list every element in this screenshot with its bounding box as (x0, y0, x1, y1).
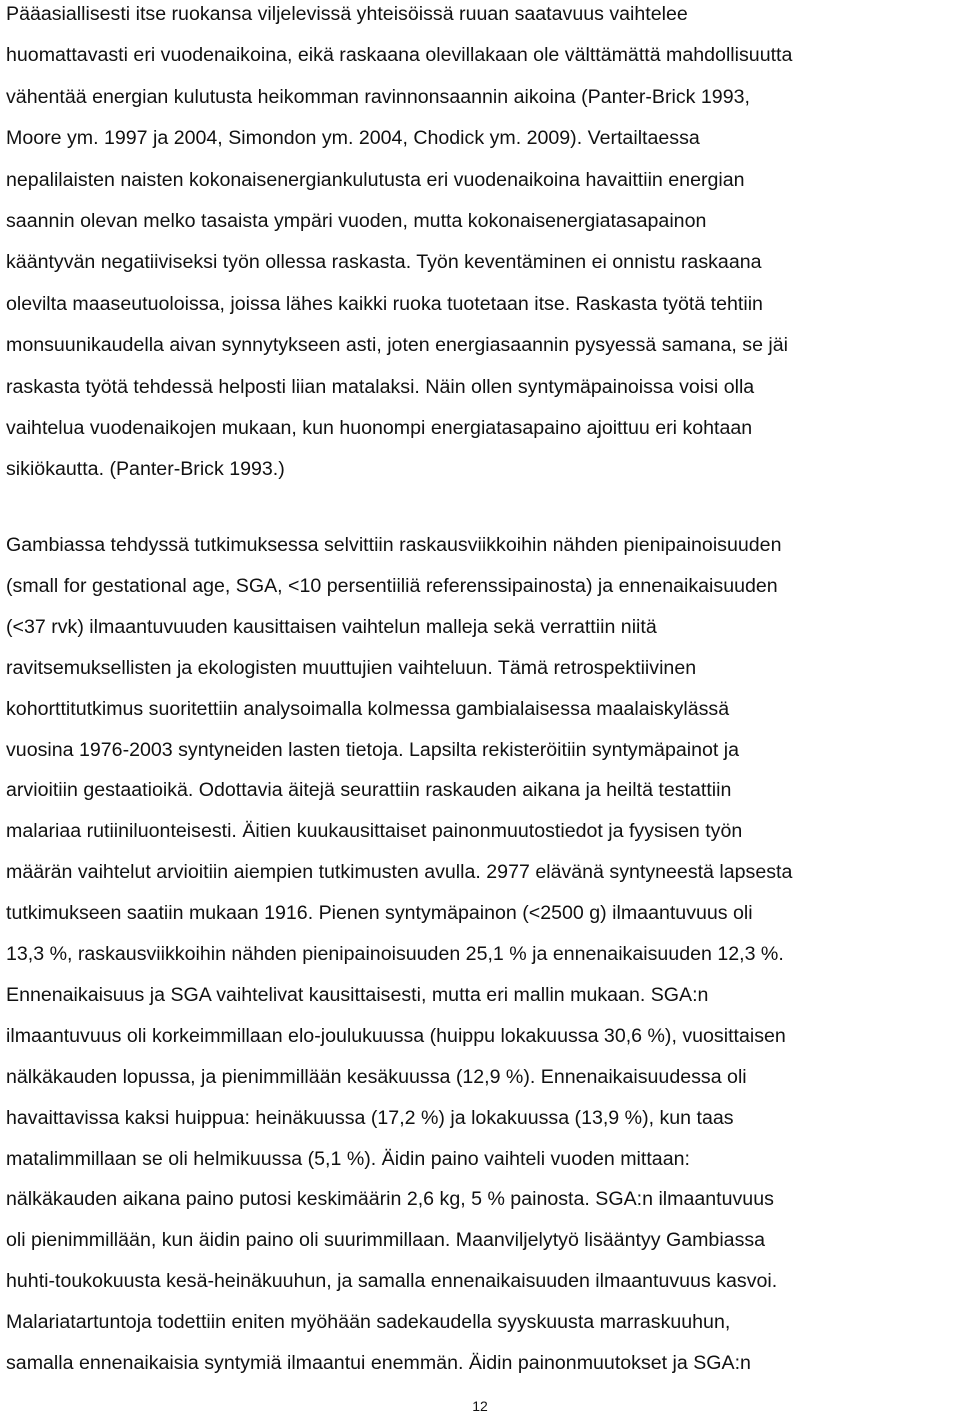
text-line: nälkäkauden aikana paino putosi keskimäärin 2,6 kg, 5 % painosta. SGA:n ilmaantuvuus (6, 1188, 774, 1211)
text-line: kohorttitutkimus suoritettiin analysoimalla kolmessa gambialaisessa maalaiskylässä (6, 697, 730, 720)
text-line: Malariatartuntoja todettiin eniten myöhään sadekaudella syyskuusta marraskuuhun, (6, 1311, 731, 1334)
text-line: tutkimukseen saatiin mukaan 1916. Pienen syntymäpainon (<2500 g) ilmaantuvuus oli (6, 902, 753, 925)
text-line: (small for gestational age, SGA, <10 persentiiliä referenssipainosta) ja ennenaikaisuuden (6, 574, 778, 597)
text-line: nepalilaisten naisten kokonaisenergiankulutusta eri vuodenaikoina havaittiin energian (6, 168, 745, 191)
text-line: monsuunikaudella aivan synnytykseen asti, joten energiasaannin pysyessä samana, se jäi (6, 334, 789, 357)
text-line: huomattavasti eri vuodenaikoina, eikä raskaana olevillakaan ole välttämättä mahdollisuutta (6, 44, 793, 67)
text-line: malariaa rutiiniluonteisesti. Äitien kuukausittaiset painonmuutostiedot ja fyysisen työn (6, 820, 743, 843)
text-line: saannin olevan melko tasaista ympäri vuoden, mutta kokonaisenergiatasapainon (6, 210, 707, 232)
text-line: Gambiassa tehdyssä tutkimuksessa selvittiin raskausviikkoihin nähden pienipainoisuuden (6, 534, 782, 556)
text-line: vaihtelua vuodenaikojen mukaan, kun huonompi energiatasapaino ajoittuu eri kohtaan (6, 417, 753, 439)
text-line: havaittavissa kaksi huippua: heinäkuussa (17,2 %) ja lokakuussa (13,9 %), kun taas (6, 1106, 734, 1129)
text-line: Pääasiallisesti itse ruokansa viljelevissä yhteisöissä ruuan saatavuus vaihtelee (6, 3, 688, 25)
text-line: ilmaantuvuus oli korkeimmillaan elo-joulukuussa (huippu lokakuussa 30,6 %), vuosittaisen (6, 1024, 786, 1047)
text-line: Moore ym. 1997 ja 2004, Simondon ym. 2004, Chodick ym. 2009). Vertailtaessa (6, 127, 700, 150)
text-line: olevilta maaseutuoloissa, joissa lähes kaikki ruoka tuotetaan itse. Raskasta työtä tehtiin (6, 292, 763, 315)
text-line: vähentää energian kulutusta heikomman ravinnonsaannin aikoina (Panter-Brick 1993, (6, 85, 750, 108)
text-line: raskasta työtä tehdessä helposti liian matalaksi. Näin ollen syntymäpainoissa voisi olla (6, 375, 755, 398)
text-line: (<37 rvk) ilmaantuvuuden kausittaisen vaihtelun malleja sekä verrattiin niitä (6, 615, 657, 638)
text-line: kääntyvän negatiiviseksi työn ollessa raskasta. Työn keventäminen ei onnistu raskaana (6, 251, 762, 274)
text-line: määrän vaihtelut arvioitiin aiempien tutkimusten avulla. 2977 elävänä syntyneestä lapsesta (6, 861, 793, 884)
text-line: nälkäkauden lopussa, ja pienimmillään kesäkuussa (12,9 %). Ennenaikaisuudessa oli (6, 1065, 747, 1088)
text-line: arvioitiin gestaatioikä. Odottavia äitejä seurattiin raskauden aikana ja heiltä testattiin (6, 779, 732, 802)
page-number: 12 (472, 1398, 488, 1414)
text-line: ravitsemuksellisten ja ekologisten muuttujien vaihteluun. Tämä retrospektiivinen (6, 656, 697, 679)
text-line: matalimmillaan se oli helmikuussa (5,1 %). Äidin paino vaihteli vuoden mittaan: (6, 1147, 690, 1170)
text-line: sikiökautta. (Panter-Brick 1993.) (6, 458, 285, 481)
text-line: oli pienimmillään, kun äidin paino oli suurimmillaan. Maanviljelytyö lisääntyy Gambiassa (6, 1229, 766, 1252)
text-line: vuosina 1976-2003 syntyneiden lasten tietoja. Lapsilta rekisteröitiin syntymäpainot ja (6, 738, 740, 761)
text-line: 13,3 %, raskausviikkoihin nähden pienipainoisuuden 25,1 % ja ennenaikaisuuden 12,3 %. (6, 943, 784, 965)
text-line: samalla ennenaikaisia syntymiä ilmaantui enemmän. Äidin painonmuutokset ja SGA:n (6, 1352, 751, 1374)
text-line: huhti-toukokuusta kesä-heinäkuuhun, ja samalla ennenaikaisuuden ilmaantuvuus kasvoi. (6, 1270, 778, 1293)
text-line: Ennenaikaisuus ja SGA vaihtelivat kausittaisesti, mutta eri mallin mukaan. SGA:n (6, 983, 709, 1006)
